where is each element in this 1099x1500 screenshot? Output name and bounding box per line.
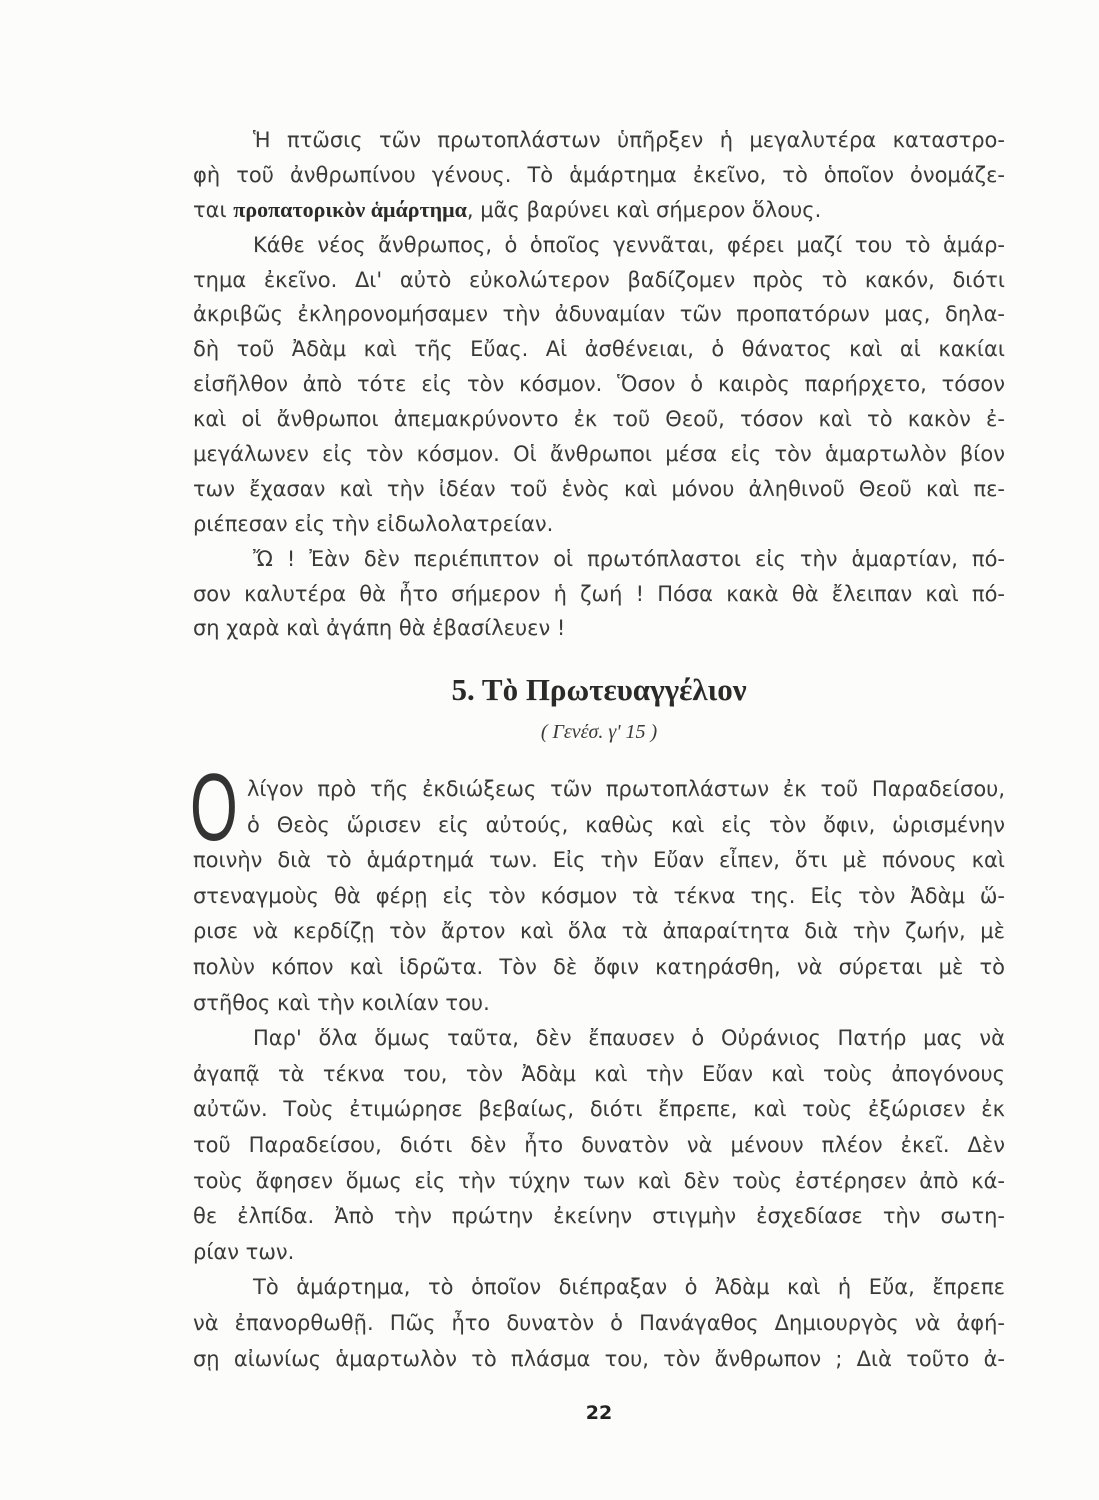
paragraph (193, 1270, 1005, 1377)
text-line: ἀγαπᾷ τὰ τέκνα του, τὸν Ἀδὰμ καὶ τὴν Εὔαν καὶ τοὺς ἀπογόνους (193, 1061, 1005, 1086)
text-line: εἰσῆλθον ἀπὸ τότε εἰς τὸν κόσμον. Ὅσον ὁ καιρὸς παρήρχετο, τόσον (193, 372, 1005, 397)
text-line: σῃ αἰωνίως ἁμαρτωλὸν τὸ πλάσμα του, τὸν ἄνθρωπον ; Διὰ τοῦτο ἀ- (193, 1346, 1005, 1371)
text-line (193, 193, 1005, 228)
section-heading: 5. Τὸ Πρωτευαγγέλιον (451, 672, 747, 707)
text-line: θε ἐλπίδα. Ἀπὸ τὴν πρώτην ἐκείνην στιγμὴν ἐσχεδίασε τὴν σωτη- (193, 1204, 1005, 1229)
text-line: Τὸ ἁμάρτημα, τὸ ὁποῖον διέπραξαν ὁ Ἀδὰμ καὶ ἡ Εὔα, ἔπρεπε (253, 1275, 1005, 1300)
text-line: Παρ' ὅλα ὅμως ταῦτα, δὲν ἔπαυσεν ὁ Οὐράνιος Πατήρ μας νὰ (253, 1026, 1005, 1051)
text-line: λίγον πρὸ τῆς ἐκδιώξεως τῶν πρωτοπλάστων ἐκ τοῦ Παραδείσου, (247, 777, 1005, 801)
paragraph (193, 123, 1005, 228)
text-line: ριέπεσαν εἰς τὴν εἰδωλολατρείαν. (193, 511, 554, 536)
paragraph (193, 542, 1005, 647)
text-line: Ἡ πτῶσις τῶν πρωτοπλάστων ὑπῆρξεν ἡ μεγαλυτέρα καταστρο- (253, 128, 1005, 152)
text-line: καὶ οἱ ἄνθρωποι ἀπεμακρύνοντο ἐκ τοῦ Θεοῦ, τόσον καὶ τὸ κακὸν ἐ- (193, 407, 1005, 432)
page-number: 22 (585, 1402, 613, 1424)
text-line: στεναγμοὺς θὰ φέρῃ εἰς τὸν κόσμον τὰ τέκνα της. Εἰς τὸν Ἀδὰμ ὥ- (193, 883, 1005, 908)
scripture-reference: ( Γενέσ. γ' 15 ) (540, 721, 658, 743)
text-line: τημα ἐκεῖνο. Δι' αὐτὸ εὐκολώτερον βαδίζομεν πρὸς τὸ κακόν, διότι (193, 267, 1005, 292)
text-fragment: ται (193, 197, 234, 222)
text-line: ση χαρὰ καὶ ἀγάπη θὰ ἐβασίλευεν ! (193, 616, 566, 641)
text-line: ρισε νὰ κερδίζῃ τὸν ἄρτον καὶ ὅλα τὰ ἀπαραίτητα διὰ τὴν ζωήν, μὲ (193, 919, 1005, 944)
text-line: Κάθε νέος ἄνθρωπος, ὁ ὁποῖος γεννᾶται, φέρει μαζί του τὸ ἁμάρ- (253, 232, 1005, 257)
text-line: σον καλυτέρα θὰ ἦτο σήμερον ἡ ζωή ! Πόσα κακὰ θὰ ἔλειπαν καὶ πό- (193, 581, 1005, 606)
text-line: τοῦ Παραδείσου, διότι δὲν ἦτο δυνατὸν νὰ μένουν πλέον ἐκεῖ. Δὲν (193, 1132, 1005, 1157)
text-line: Ὤ ! Ἐὰν δὲν περιέπιπτον οἱ πρωτόπλαστοι εἰς τὴν ἁμαρτίαν, πό- (253, 546, 1005, 571)
text-line: ποινὴν διὰ τὸ ἁμάρτημά των. Εἰς τὴν Εὔαν εἶπεν, ὅτι μὲ πόνους καὶ (193, 848, 1005, 873)
text-line: των ἔχασαν καὶ τὴν ἰδέαν τοῦ ἑνὸς καὶ μόνου ἀληθινοῦ Θεοῦ καὶ πε- (193, 476, 1005, 501)
paragraph (193, 228, 1005, 542)
bold-term: προπατορικὸν ἁμάρτημα (233, 196, 467, 222)
text-line: αὐτῶν. Τοὺς ἐτιμώρησε βεβαίως, διότι ἔπρεπε, καὶ τοὺς ἐξώρισεν ἐκ (193, 1097, 1005, 1122)
text-line: ρίαν των. (193, 1239, 295, 1264)
text-fragment: , μᾶς βαρύνει καὶ σήμερον ὅλους. (466, 197, 822, 222)
text-line: μεγάλωνεν εἰς τὸν κόσμον. Οἱ ἄνθρωποι μέσα εἰς τὸν ἁμαρτωλὸν βίον (193, 442, 1005, 467)
paragraph (193, 1021, 1005, 1270)
text-line: ὁ Θεὸς ὥρισεν εἰς αὐτούς, καθὼς καὶ εἰς τὸν ὄφιν, ὡρισμένην (247, 812, 1005, 837)
intro-text (193, 123, 1005, 646)
text-line: δὴ τοῦ Ἀδὰμ καὶ τῆς Εὔας. Αἱ ἀσθένειαι, ὁ θάνατος καὶ αἱ κακίαι (193, 337, 1005, 362)
text-line: στῆθος καὶ τὴν κοιλίαν του. (193, 990, 490, 1015)
text-line: νὰ ἐπανορθωθῇ. Πῶς ἦτο δυνατὸν ὁ Πανάγαθος Δημιουργὸς νὰ ἀφή- (193, 1310, 1005, 1335)
section-text (193, 772, 1005, 1377)
text-line: τοὺς ἄφησεν ὅμως εἰς τὴν τύχην των καὶ δὲν τοὺς ἐστέρησεν ἀπὸ κά- (193, 1168, 1005, 1193)
paragraph (193, 772, 1005, 1021)
text-line: πολὺν κόπον καὶ ἱδρῶτα. Τὸν δὲ ὄφιν κατηράσθη, νὰ σύρεται μὲ τὸ (193, 954, 1005, 979)
text-line: ἀκριβῶς ἐκληρονομήσαμεν τὴν ἀδυναμίαν τῶν προπατόρων μας, δηλα- (193, 302, 1005, 327)
text-line: φὴ τοῦ ἀνθρωπίνου γένους. Τὸ ἁμάρτημα ἐκεῖνο, τὸ ὁποῖον ὀνομάζε- (193, 162, 1005, 187)
drop-cap: Ο (190, 754, 238, 861)
